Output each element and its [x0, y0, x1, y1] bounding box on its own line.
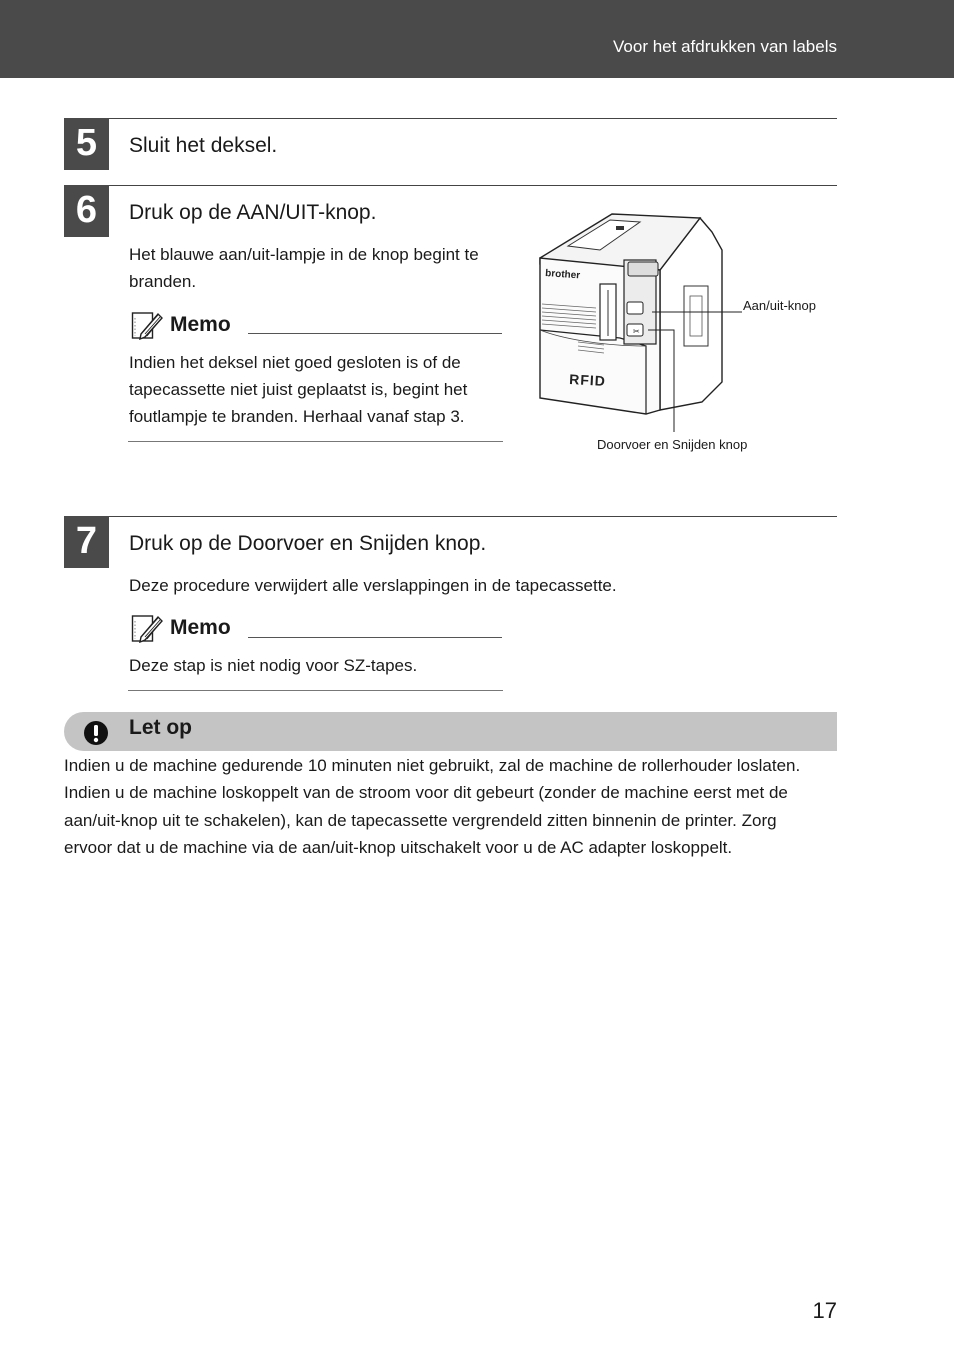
feed-cut-button-callout: Doorvoer en Snijden knop: [597, 437, 748, 452]
step-6-memo-label: Memo: [170, 313, 231, 336]
step-6-rule: [108, 185, 837, 186]
step-5-number: 5: [64, 118, 109, 170]
caution-text-line: Indien u de machine gedurende 10 minuten niet gebruikt, zal de machine de rollerhouder loslaten.: [64, 756, 801, 775]
step-6-number: 6: [64, 185, 109, 237]
step-7-memo-rule: [248, 637, 502, 638]
step-6-title: Druk op de AAN/UIT-knop.: [129, 201, 377, 224]
caution-text: [64, 752, 839, 861]
step-7-text: Deze procedure verwijdert alle verslappingen in de tapecassette.: [129, 576, 617, 595]
step-6-text: [129, 241, 479, 295]
step-5-title: Sluit het deksel.: [129, 134, 278, 157]
memo-pencil-icon: [131, 310, 163, 340]
step-6-memo-text: [129, 349, 467, 430]
caution-text-line: Indien u de machine loskoppelt van de stroom voor dit gebeurt (zonder de machine eerst met de: [64, 783, 788, 803]
brand-logo: brother: [544, 268, 581, 282]
memo-text-line: foutlampje te branden. Herhaal vanaf stap 3.: [129, 407, 465, 426]
caution-text-line: aan/uit-knop uit te schakelen), kan de tapecassette vergrendeld zitten binnenin de printer. Zorg: [64, 810, 777, 830]
memo-text-line: tapecassette niet juist geplaatst is, begint het: [129, 380, 468, 399]
step-6-text-line: Het blauwe aan/uit-lampje in de knop begint te: [129, 245, 479, 264]
power-button-callout: Aan/uit-knop: [743, 298, 816, 313]
memo-text-line: Indien het deksel niet goed gesloten is of de: [129, 353, 461, 372]
step-7-title: Druk op de Doorvoer en Snijden knop.: [129, 532, 487, 555]
step-7-memo-label: Memo: [170, 616, 231, 639]
step-7-memo-text: Deze stap is niet nodig voor SZ-tapes.: [129, 656, 418, 675]
header-title: Voor het afdrukken van labels: [613, 37, 837, 56]
step-6-text-line: branden.: [129, 272, 197, 291]
step-5-rule: [108, 118, 837, 119]
exclamation-icon: [83, 720, 109, 746]
header-bar: [0, 0, 954, 78]
step-6-memo-end-rule: [128, 441, 503, 442]
caution-label: Let op: [129, 716, 192, 739]
page-number: 17: [812, 1298, 837, 1323]
rfid-logo: RFID: [568, 371, 607, 389]
step-7-rule: [108, 516, 837, 517]
printer-illustration: [532, 206, 832, 446]
step-7-memo-end-rule: [128, 690, 503, 691]
caution-text-line: ervoor dat u de machine via de aan/uit-knop uitschakelt voor u de AC adapter loskoppelt.: [64, 837, 733, 857]
memo-pencil-icon: [131, 613, 163, 643]
svg-text:✂: ✂: [633, 327, 640, 336]
step-6-memo-rule: [248, 333, 502, 334]
step-7-number: 7: [64, 516, 109, 568]
